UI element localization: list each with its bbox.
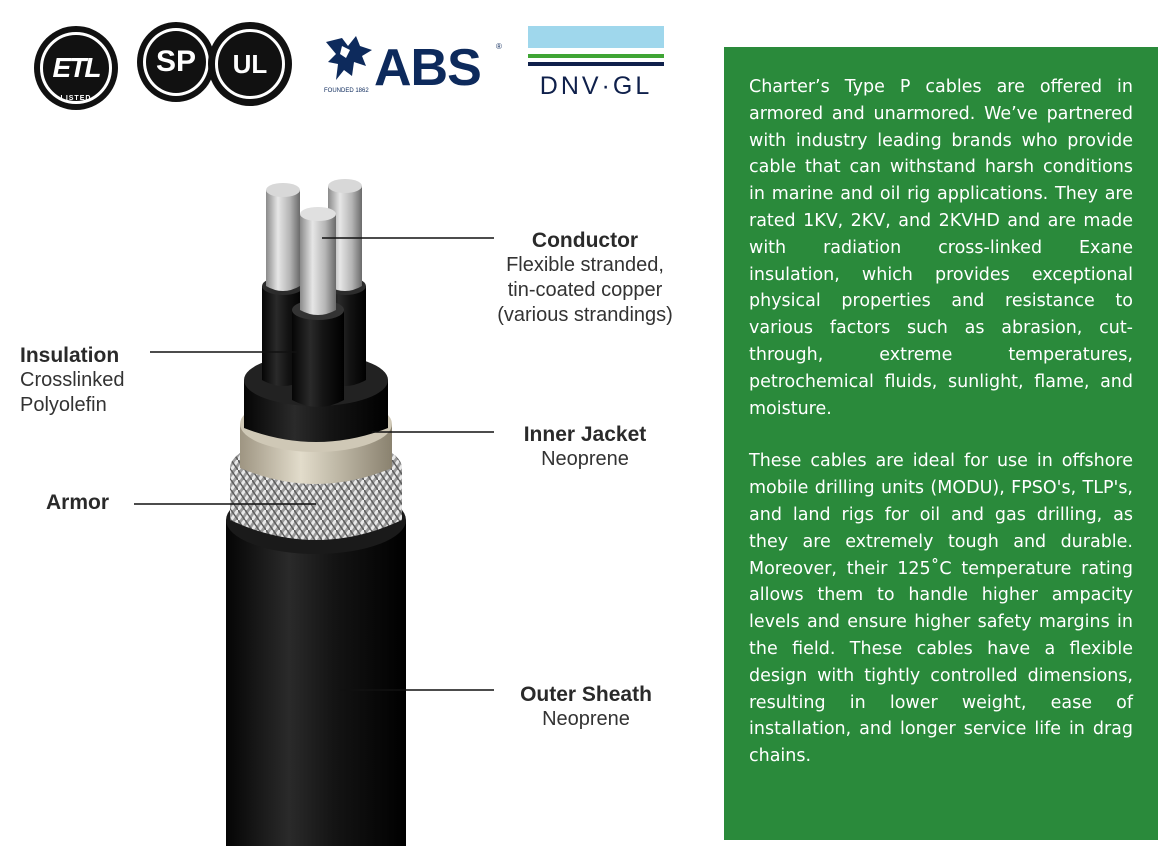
insulation-desc-2: Polyolefin (20, 394, 107, 416)
abs-founded: FOUNDED 1862 (324, 88, 369, 94)
abs-mark: ABS (374, 39, 481, 97)
dnv-mark: DNV·GL (539, 72, 653, 100)
etl-mark: ETL (40, 32, 112, 104)
insulation-title: Insulation (20, 344, 120, 367)
conductor-title: Conductor (531, 229, 639, 252)
conductor-desc-3: (various strandings) (497, 304, 673, 326)
ul-mark: UL (215, 29, 285, 99)
inner-jacket-label (506, 422, 664, 472)
description-paragraph-1: Charter’s Type P cables are offered in armored and unarmored. We’ve partnered with industry leading brands who provide cable that can withstand harsh conditions in marine and oil rig applications. They are rated 1KV, 2KV, and 2KVHD and are made with radiation cross-linked Exane insulation, which provides exceptional physical properties and resistance to various factors such as abrasion, cut-through, extreme temperatures, petrochemical fluids, sunlight, flame, and moisture. (749, 77, 1133, 419)
outer-sheath-desc: Neoprene (542, 708, 630, 730)
description-panel (724, 47, 1158, 840)
outer-sheath-label (504, 682, 668, 732)
conductor-desc-2: tin-coated copper (507, 279, 663, 301)
etl-listed-text: LISTED (60, 95, 92, 102)
description-paragraph-2: These cables are ideal for use in offshore mobile drilling units (MODU), FPSO's, TLP's, and land rigs for oil and gas drilling, as they are extremely tough and durable. Moreover, their 125˚C temperature rating allows them to handle higher ampacity levels and ensure higher safety margins in the field. These cables have a flexible design with tightly controlled dimensions, resulting in lower weight, ease of installation, and longer service life in drag chains. (749, 451, 1133, 767)
csa-mark: SP (143, 28, 209, 96)
outer-sheath-title: Outer Sheath (520, 683, 652, 706)
conductor-label (486, 228, 684, 328)
outer-sheath-shape (226, 520, 406, 846)
inner-jacket-title: Inner Jacket (523, 423, 647, 446)
armor-label (46, 490, 109, 515)
inner-jacket-desc: Neoprene (541, 448, 629, 470)
conductor-desc-1: Flexible stranded, (506, 254, 664, 276)
armor-title: Armor (46, 491, 110, 514)
insulation-desc-1: Crosslinked (20, 369, 125, 391)
insulation-label (20, 343, 124, 418)
abs-registered: ® (496, 42, 502, 51)
